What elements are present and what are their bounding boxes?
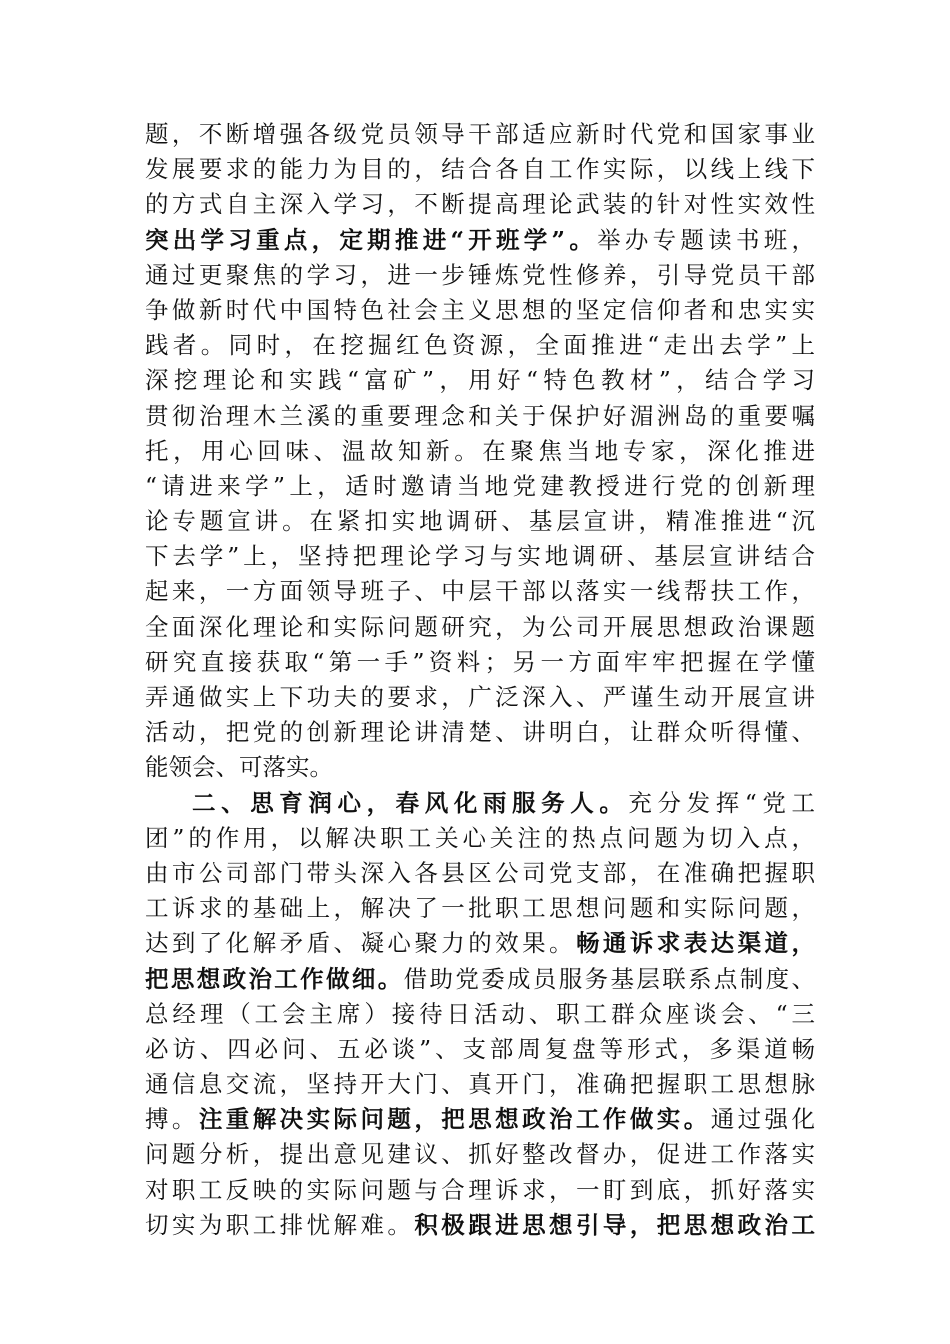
body-text: 活动，把党的创新理论讲清楚、讲明白，让群众听得懂、 [145,718,815,747]
text-line [145,1067,815,1102]
body-text: 达到了化解矛盾、凝心聚力的效果。 [145,929,576,958]
body-text: 通信息交流，坚持开大门、真开门，准确把握职工思想脉 [145,1070,815,1099]
text-line [145,187,815,222]
body-text: 深挖理论和实践“富矿”，用好“特色教材”，结合学习 [145,366,815,395]
text-line [145,328,815,363]
body-text: 弄通做实上下功夫的要求，广泛深入、严谨生动开展宣讲 [145,683,815,711]
text-line [145,574,815,609]
body-text: 发展要求的能力为目的，结合各自工作实际，以线上线下 [145,155,815,184]
body-text: 切实为职工排忧解难。 [145,1210,415,1239]
text-line [145,680,815,715]
body-text: 题，不断增强各级党员领导干部适应新时代党和国家事业 [145,120,815,148]
text-line [145,1173,815,1208]
body-text: 搏。 [145,1105,199,1134]
text-line [145,856,815,891]
body-text: 的方式自主深入学习，不断提高理论武装的针对性实效性 [145,190,815,219]
bold-heading-text: 注重解决实际问题，把思想政治工作做实。 [198,1105,711,1134]
body-text: 总经理（工会主席）接待日活动、职工群众座谈会、“三 [145,999,815,1028]
text-line [145,1137,815,1172]
text-line [145,223,815,258]
body-text: 对职工反映的实际问题与合理诉求，一盯到底，抓好落实 [145,1175,815,1204]
body-text: 问题分析，提出意见建议、抓好整改督办，促进工作落实 [145,1140,815,1169]
text-line [145,645,815,680]
body-text: 能领会、可落实。 [145,753,333,782]
text-line [145,293,815,328]
body-text: 通过更聚焦的学习，进一步锤炼党性修养，引导党员干部 [145,260,815,289]
body-text: 举办专题读书班， [597,225,815,254]
bold-heading-text: 畅通诉求表达渠道， [576,929,815,958]
body-text: 由市公司部门带头深入各县区公司党支部，在准确把握职 [145,858,815,887]
body-text: 必访、四必问、五必谈”、支部周复盘等形式，多渠道畅 [145,1034,815,1063]
bold-heading-text: 突出学习重点，定期推进“开班学”。 [145,225,598,254]
body-text: 充分发挥“党工 [628,788,816,817]
body-text: 全面深化理论和实际问题研究，为公司开展思想政治课题 [145,612,815,641]
body-text: 争做新时代中国特色社会主义思想的坚定信仰者和忠实实 [145,295,815,324]
bold-heading-text: 二、思育润心，春风化雨服务人。 [192,788,629,817]
body-text: 工诉求的基础上，解决了一批职工思想问题和实际问题， [145,894,815,923]
text-line [145,258,815,293]
text-line [145,962,815,997]
text-line [145,1032,815,1067]
text-line [145,1102,815,1137]
bold-heading-text: 积极跟进思想引导，把思想政治工 [414,1210,815,1239]
body-text: “请进来学”上，适时邀请当地党建教授进行党的创新理 [145,471,815,500]
body-text: 下去学”上，坚持把理论学习与实地调研、基层宣讲结合 [145,542,815,571]
body-text: 贯彻治理木兰溪的重要理念和关于保护好湄洲岛的重要嘱 [145,401,815,430]
text-line [145,821,815,856]
body-text: 研究直接获取“第一手”资料；另一方面牢牢把握在学懂 [145,647,815,676]
text-line [145,891,815,926]
text-line [145,786,815,821]
text-line [145,715,815,750]
text-line [145,610,815,645]
bold-heading-text: 把思想政治工作做细。 [145,964,404,993]
text-line [145,504,815,539]
text-line [145,997,815,1032]
body-text: 团”的作用，以解决职工关心关注的热点问题为切入点， [145,823,815,852]
text-line [145,539,815,574]
text-line [145,152,815,187]
document-body-text [145,117,815,1243]
text-line [145,750,815,785]
text-line [145,469,815,504]
text-line [145,434,815,469]
body-text: 论专题宣讲。在紧扣实地调研、基层宣讲，精准推进“沉 [145,507,815,536]
body-text: 托，用心回味、温故知新。在聚焦当地专家，深化推进 [145,436,815,465]
body-text: 践者。同时，在挖掘红色资源，全面推进“走出去学”上 [145,331,815,360]
body-text: 借助党委成员服务基层联系点制度、 [403,964,816,993]
text-line [145,363,815,398]
text-line [145,117,815,152]
body-text: 通过强化 [710,1105,815,1134]
body-text: 起来，一方面领导班子、中层干部以落实一线帮扶工作， [145,577,815,606]
text-line [145,926,815,961]
text-line [145,399,815,434]
text-line [145,1208,815,1243]
